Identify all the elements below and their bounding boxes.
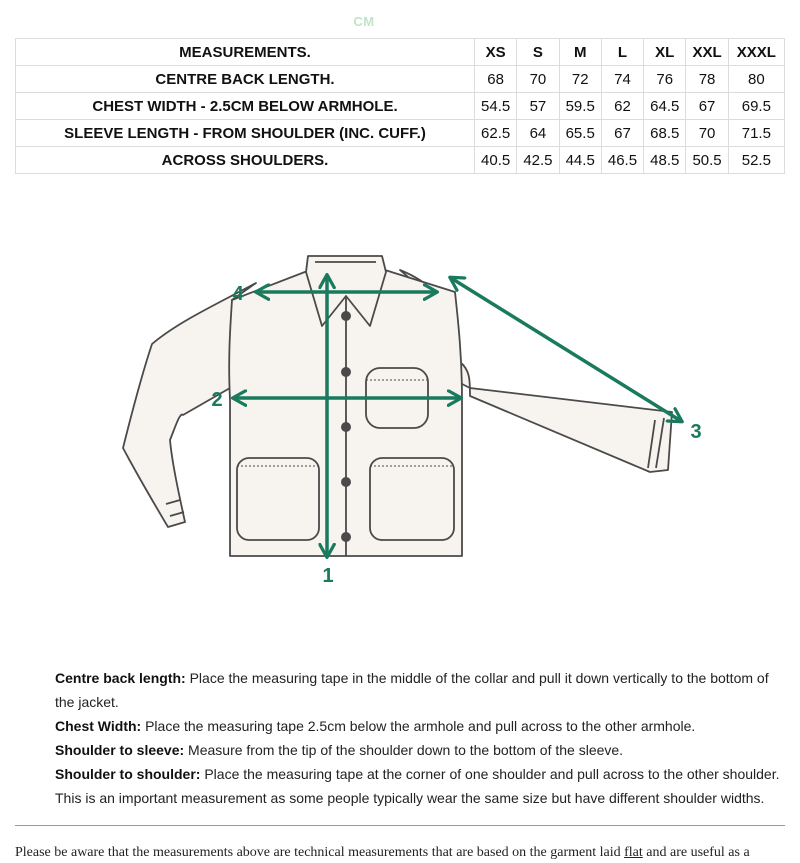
row-label: SLEEVE LENGTH - FROM SHOULDER (INC. CUFF.) (16, 120, 475, 147)
cell: 42.5 (517, 147, 559, 174)
size-header: S (517, 39, 559, 66)
footer-text-end: and are useful as a (642, 845, 750, 860)
table-header-row (16, 39, 785, 66)
note-centre-back (55, 666, 790, 714)
footer-text: Please be aware that the measurements above are technical measurements that are based on the garment laid (15, 845, 625, 860)
cell: 72 (559, 66, 601, 93)
cell: 68 (475, 66, 517, 93)
button (341, 532, 351, 542)
unit-label: CM (353, 14, 375, 29)
button (341, 367, 351, 377)
size-header: XS (475, 39, 517, 66)
cell: 71.5 (728, 120, 784, 147)
cell: 62 (601, 93, 643, 120)
cell: 80 (728, 66, 784, 93)
cell: 44.5 (559, 147, 601, 174)
cell: 70 (686, 120, 728, 147)
size-header: L (601, 39, 643, 66)
cell: 67 (601, 120, 643, 147)
footer-disclaimer (15, 845, 795, 861)
table-row (16, 147, 785, 174)
note-term: Chest Width: (55, 718, 142, 734)
button (341, 477, 351, 487)
note-term: Shoulder to shoulder: (55, 766, 201, 782)
note-shoulder-to-shoulder (55, 762, 790, 810)
cell: 59.5 (559, 93, 601, 120)
cell: 74 (601, 66, 643, 93)
note-text: Place the measuring tape 2.5cm below the armhole and pull across to the other armhole. (141, 718, 696, 734)
cell: 78 (686, 66, 728, 93)
row-label: CENTRE BACK LENGTH. (16, 66, 475, 93)
cell: 48.5 (644, 147, 686, 174)
flat-link[interactable]: flat (624, 845, 643, 860)
size-header: XXXL (728, 39, 784, 66)
note-text: Place the measuring tape in the middle of the collar and pull it down vertically to the bottom of the jacket. (55, 670, 769, 710)
label-2: 2 (211, 389, 223, 411)
size-chart-table (15, 38, 785, 174)
size-header: XXL (686, 39, 728, 66)
note-text: Place the measuring tape at the corner of one shoulder and pull across to the other shoulder. This is an important measurement as some people typically wear the same size but have different shoulder widths. (55, 766, 780, 806)
cell: 65.5 (559, 120, 601, 147)
table-row (16, 120, 785, 147)
button (341, 422, 351, 432)
label-3: 3 (690, 421, 702, 443)
right-lower-pocket (370, 458, 454, 540)
cell: 67 (686, 93, 728, 120)
cell: 50.5 (686, 147, 728, 174)
table-row (16, 66, 785, 93)
label-4: 4 (232, 283, 244, 305)
size-header: M (559, 39, 601, 66)
jacket-measurement-diagram (0, 240, 800, 590)
cell: 54.5 (475, 93, 517, 120)
cell: 62.5 (475, 120, 517, 147)
header-measurements: MEASUREMENTS. (16, 39, 475, 66)
note-term: Centre back length: (55, 670, 186, 686)
cell: 70 (517, 66, 559, 93)
cell: 64.5 (644, 93, 686, 120)
cell: 69.5 (728, 93, 784, 120)
cell: 40.5 (475, 147, 517, 174)
measuring-instructions (55, 666, 790, 810)
divider (15, 825, 785, 826)
left-lower-pocket (237, 458, 319, 540)
jacket-illustration (123, 256, 672, 556)
row-label: CHEST WIDTH - 2.5CM BELOW ARMHOLE. (16, 93, 475, 120)
cell: 57 (517, 93, 559, 120)
note-text: Measure from the tip of the shoulder down to the bottom of the sleeve. (184, 742, 624, 758)
label-1: 1 (322, 565, 334, 587)
table-row (16, 93, 785, 120)
note-term: Shoulder to sleeve: (55, 742, 185, 758)
cell: 76 (644, 66, 686, 93)
cell: 68.5 (644, 120, 686, 147)
cell: 64 (517, 120, 559, 147)
button (341, 311, 351, 321)
row-label: ACROSS SHOULDERS. (16, 147, 475, 174)
cell: 46.5 (601, 147, 643, 174)
note-shoulder-to-sleeve (55, 738, 790, 762)
size-header: XL (644, 39, 686, 66)
cell: 52.5 (728, 147, 784, 174)
note-chest-width (55, 714, 790, 738)
